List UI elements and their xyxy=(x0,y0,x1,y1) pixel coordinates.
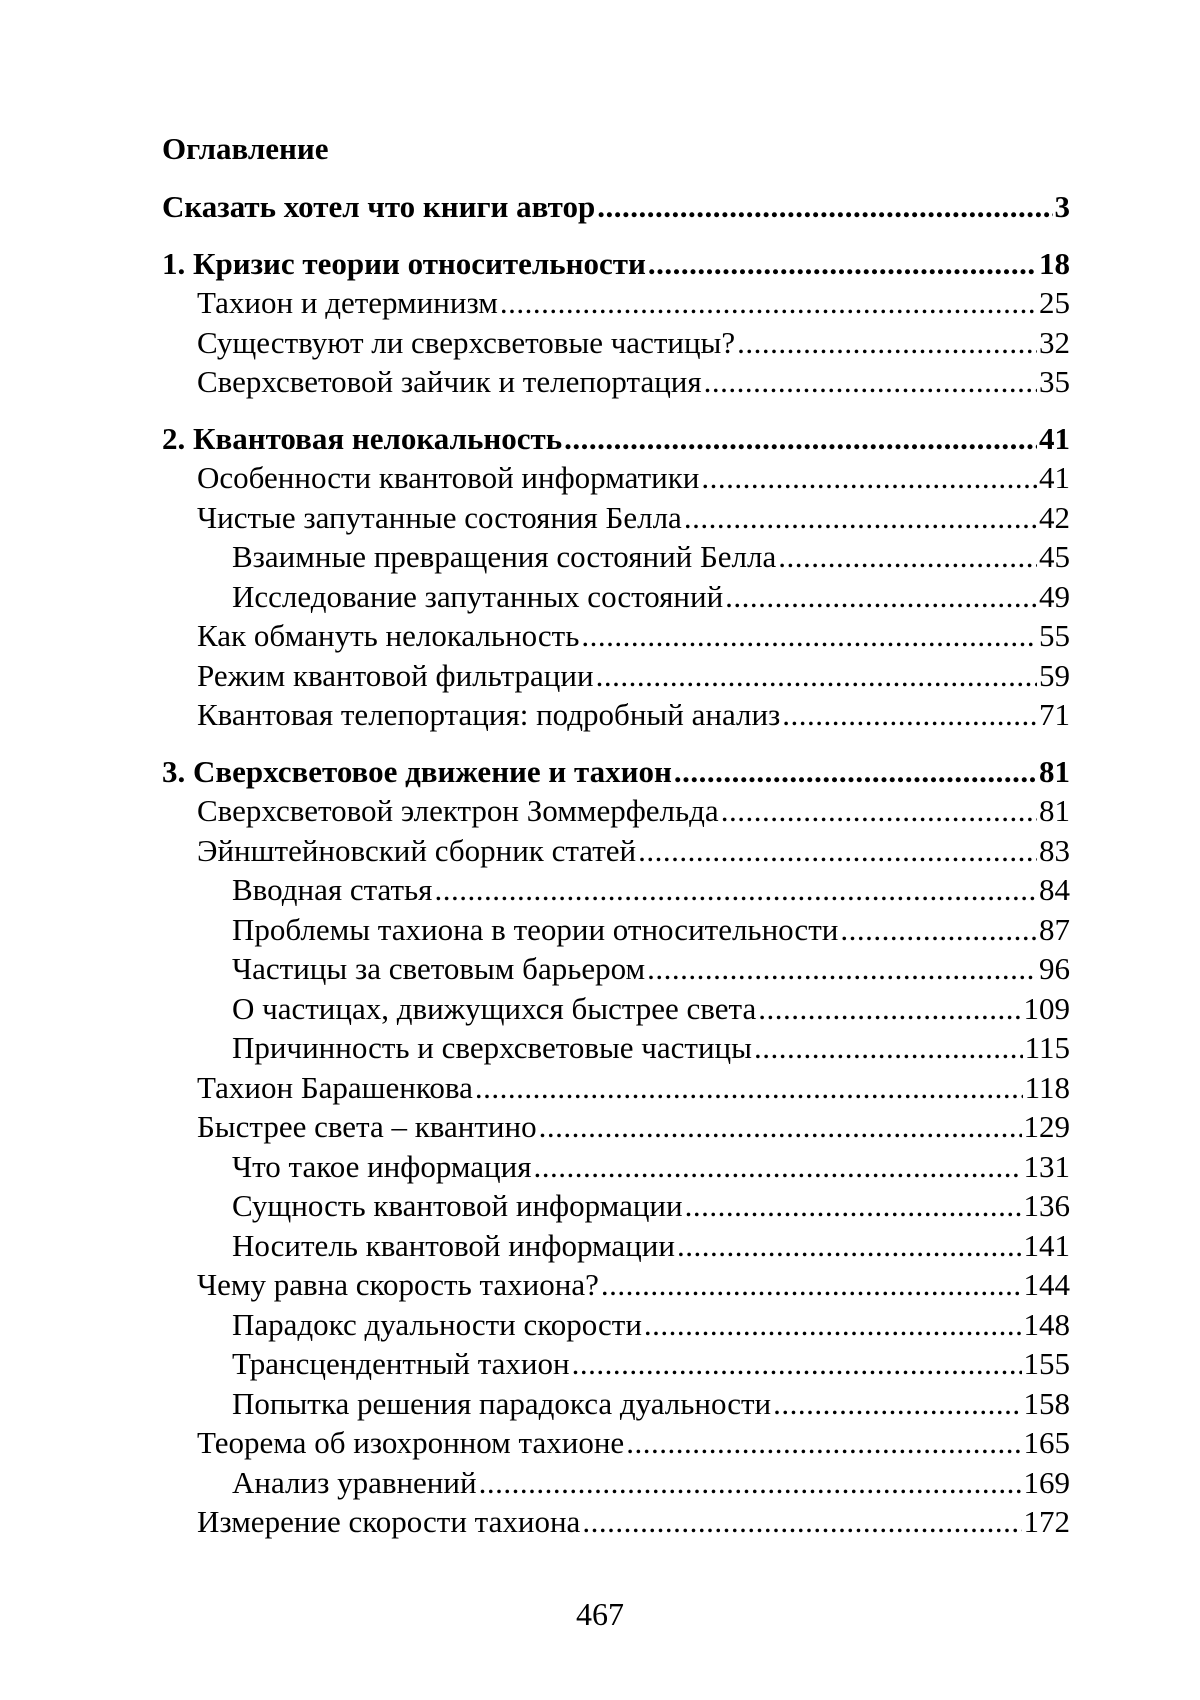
toc-entry-title: Носитель квантовой информации xyxy=(232,1226,675,1266)
toc-leader-dots xyxy=(479,1463,1022,1503)
toc-leader-dots xyxy=(581,616,1037,656)
toc-entry[interactable] xyxy=(162,1028,1070,1068)
toc-entry-page: 32 xyxy=(1039,323,1070,363)
toc-entry-page: 141 xyxy=(1024,1226,1071,1266)
toc-entry-page: 55 xyxy=(1039,616,1070,656)
toc-entry-title: Сверхсветовой зайчик и телепортация xyxy=(197,362,702,402)
toc-entry-title: Сверхсветовой электрон Зоммерфельда xyxy=(197,791,719,831)
toc-leader-dots xyxy=(725,577,1037,617)
toc-entry-title: 2. Квантовая нелокальность xyxy=(162,419,562,459)
toc-leader-dots xyxy=(638,831,1037,871)
toc-entry-page: 118 xyxy=(1025,1068,1070,1108)
toc-entry-page: 42 xyxy=(1039,498,1070,538)
toc-entry[interactable] xyxy=(162,419,1070,459)
toc-entry-page: 81 xyxy=(1039,791,1070,831)
toc-entry-title: Чему равна скорость тахиона? xyxy=(197,1265,599,1305)
toc-entry[interactable] xyxy=(162,1107,1070,1147)
table-of-contents xyxy=(162,128,1070,1542)
toc-entry-title: Попытка решения парадокса дуальности xyxy=(232,1384,771,1424)
toc-entry[interactable] xyxy=(162,870,1070,910)
toc-entry-title: 3. Сверхсветовое движение и тахион xyxy=(162,752,672,792)
toc-entry-title: Причинность и сверхсветовые частицы xyxy=(232,1028,752,1068)
toc-leader-dots xyxy=(534,1147,1022,1187)
toc-entry[interactable] xyxy=(162,831,1070,871)
toc-entry-page: 136 xyxy=(1024,1186,1071,1226)
toc-entry-title: Что такое информация xyxy=(232,1147,532,1187)
toc-entry[interactable] xyxy=(162,498,1070,538)
toc-leader-dots xyxy=(773,1384,1021,1424)
toc-entry-title: Частицы за световым барьером xyxy=(232,949,645,989)
toc-entry[interactable] xyxy=(162,1147,1070,1187)
toc-entry[interactable] xyxy=(162,791,1070,831)
toc-leader-dots xyxy=(704,362,1037,402)
toc-entry-title: Быстрее света – квантино xyxy=(197,1107,537,1147)
toc-entry-page: 41 xyxy=(1039,419,1070,459)
toc-leader-dots xyxy=(782,695,1037,735)
toc-entry-title: Взаимные превращения состояний Белла xyxy=(232,537,776,577)
toc-entry-page: 169 xyxy=(1024,1463,1071,1503)
toc-entry-page: 59 xyxy=(1039,656,1070,696)
toc-entry-page: 172 xyxy=(1024,1502,1071,1542)
toc-leader-dots xyxy=(475,1068,1023,1108)
toc-entry[interactable] xyxy=(162,458,1070,498)
toc-entry-title: Теорема об изохронном тахионе xyxy=(197,1423,624,1463)
toc-entry-title: Особенности квантовой информатики xyxy=(197,458,699,498)
toc-leader-dots xyxy=(644,1305,1022,1345)
toc-leader-dots xyxy=(648,244,1037,284)
toc-leader-dots xyxy=(572,1344,1022,1384)
toc-entry-page: 81 xyxy=(1039,752,1070,792)
toc-entry-page: 148 xyxy=(1024,1305,1071,1345)
toc-entry-title: Эйнштейновский сборник статей xyxy=(197,831,636,871)
toc-entry[interactable] xyxy=(162,283,1070,323)
toc-entry[interactable] xyxy=(162,1068,1070,1108)
toc-entry[interactable] xyxy=(162,616,1070,656)
toc-leader-dots xyxy=(564,419,1037,459)
toc-entry-title: О частицах, движущихся быстрее света xyxy=(232,989,756,1029)
toc-entry-title: Квантовая телепортация: подробный анализ xyxy=(197,695,780,735)
toc-entry-title: Трансцендентный тахион xyxy=(232,1344,570,1384)
toc-leader-dots xyxy=(582,1502,1021,1542)
toc-entry[interactable] xyxy=(162,1423,1070,1463)
toc-entry-title: Анализ уравнений xyxy=(232,1463,477,1503)
toc-entry-title: Сказать хотел что книги автор xyxy=(162,187,595,227)
toc-entry-title: Существуют ли сверхсветовые частицы? xyxy=(197,323,735,363)
toc-leader-dots xyxy=(434,870,1037,910)
toc-entry-title: Чистые запутанные состояния Белла xyxy=(197,498,682,538)
toc-entry-page: 109 xyxy=(1024,989,1071,1029)
toc-leader-dots xyxy=(840,910,1037,950)
toc-entry[interactable] xyxy=(162,537,1070,577)
toc-leader-dots xyxy=(778,537,1037,577)
toc-entry-title: Измерение скорости тахиона xyxy=(197,1502,580,1542)
toc-entry[interactable] xyxy=(162,362,1070,402)
toc-entry-page: 49 xyxy=(1039,577,1070,617)
toc-entry[interactable] xyxy=(162,244,1070,284)
toc-entry-title: Режим квантовой фильтрации xyxy=(197,656,594,696)
toc-entry-page: 165 xyxy=(1024,1423,1071,1463)
toc-leader-dots xyxy=(596,656,1037,696)
toc-leader-dots xyxy=(721,791,1037,831)
toc-entry-title: Исследование запутанных состояний xyxy=(232,577,723,617)
toc-entry-title: Проблемы тахиона в теории относительности xyxy=(232,910,838,950)
toc-entry[interactable] xyxy=(162,910,1070,950)
toc-leader-dots xyxy=(677,1226,1022,1266)
toc-entry-page: 158 xyxy=(1024,1384,1071,1424)
toc-entry-page: 129 xyxy=(1024,1107,1071,1147)
toc-leader-dots xyxy=(539,1107,1022,1147)
toc-entry[interactable] xyxy=(162,1344,1070,1384)
toc-entry[interactable] xyxy=(162,577,1070,617)
toc-leader-dots xyxy=(737,323,1037,363)
toc-entry-title: 1. Кризис теории относительности xyxy=(162,244,646,284)
toc-entry[interactable] xyxy=(162,1305,1070,1345)
toc-entry-page: 83 xyxy=(1039,831,1070,871)
toc-heading: Оглавление xyxy=(162,128,1070,170)
page-number: 467 xyxy=(0,1596,1200,1633)
toc-entry-page: 131 xyxy=(1024,1147,1071,1187)
toc-entry[interactable] xyxy=(162,1463,1070,1503)
toc-entry[interactable] xyxy=(162,989,1070,1029)
toc-leader-dots xyxy=(701,458,1037,498)
toc-leader-dots xyxy=(754,1028,1023,1068)
toc-entry-page: 115 xyxy=(1025,1028,1070,1068)
toc-entry[interactable] xyxy=(162,1226,1070,1266)
toc-entry-title: Тахион Барашенкова xyxy=(197,1068,473,1108)
toc-entry-title: Сущность квантовой информации xyxy=(232,1186,683,1226)
toc-entry-title: Парадокс дуальности скорости xyxy=(232,1305,642,1345)
toc-entry-title: Вводная статья xyxy=(232,870,432,910)
toc-entry[interactable] xyxy=(162,1265,1070,1305)
toc-entry-page: 155 xyxy=(1024,1344,1071,1384)
toc-entry-page: 96 xyxy=(1039,949,1070,989)
toc-leader-dots xyxy=(684,498,1037,538)
toc-leader-dots xyxy=(626,1423,1021,1463)
toc-entry-page: 3 xyxy=(1055,187,1071,227)
toc-entry[interactable] xyxy=(162,187,1070,227)
toc-leader-dots xyxy=(674,752,1037,792)
toc-leader-dots xyxy=(597,187,1052,227)
toc-entry[interactable] xyxy=(162,323,1070,363)
toc-entry-page: 71 xyxy=(1039,695,1070,735)
toc-entry[interactable] xyxy=(162,656,1070,696)
toc-entry-page: 45 xyxy=(1039,537,1070,577)
toc-leader-dots xyxy=(685,1186,1022,1226)
toc-leader-dots xyxy=(647,949,1037,989)
toc-entry[interactable] xyxy=(162,752,1070,792)
toc-entry-page: 35 xyxy=(1039,362,1070,402)
toc-entry-page: 87 xyxy=(1039,910,1070,950)
toc-entry-page: 84 xyxy=(1039,870,1070,910)
toc-entry-page: 41 xyxy=(1039,458,1070,498)
toc-leader-dots xyxy=(500,283,1037,323)
toc-entry-page: 144 xyxy=(1024,1265,1071,1305)
toc-entry[interactable] xyxy=(162,1186,1070,1226)
toc-entry[interactable] xyxy=(162,1384,1070,1424)
toc-entry[interactable] xyxy=(162,695,1070,735)
toc-entry-page: 18 xyxy=(1039,244,1070,284)
toc-leader-dots xyxy=(601,1265,1022,1305)
toc-entry[interactable] xyxy=(162,949,1070,989)
toc-entry-page: 25 xyxy=(1039,283,1070,323)
toc-entry-title: Как обмануть нелокальность xyxy=(197,616,579,656)
toc-leader-dots xyxy=(758,989,1021,1029)
book-page xyxy=(0,0,1200,1700)
toc-entry-title: Тахион и детерминизм xyxy=(197,283,498,323)
toc-entry[interactable] xyxy=(162,1502,1070,1542)
